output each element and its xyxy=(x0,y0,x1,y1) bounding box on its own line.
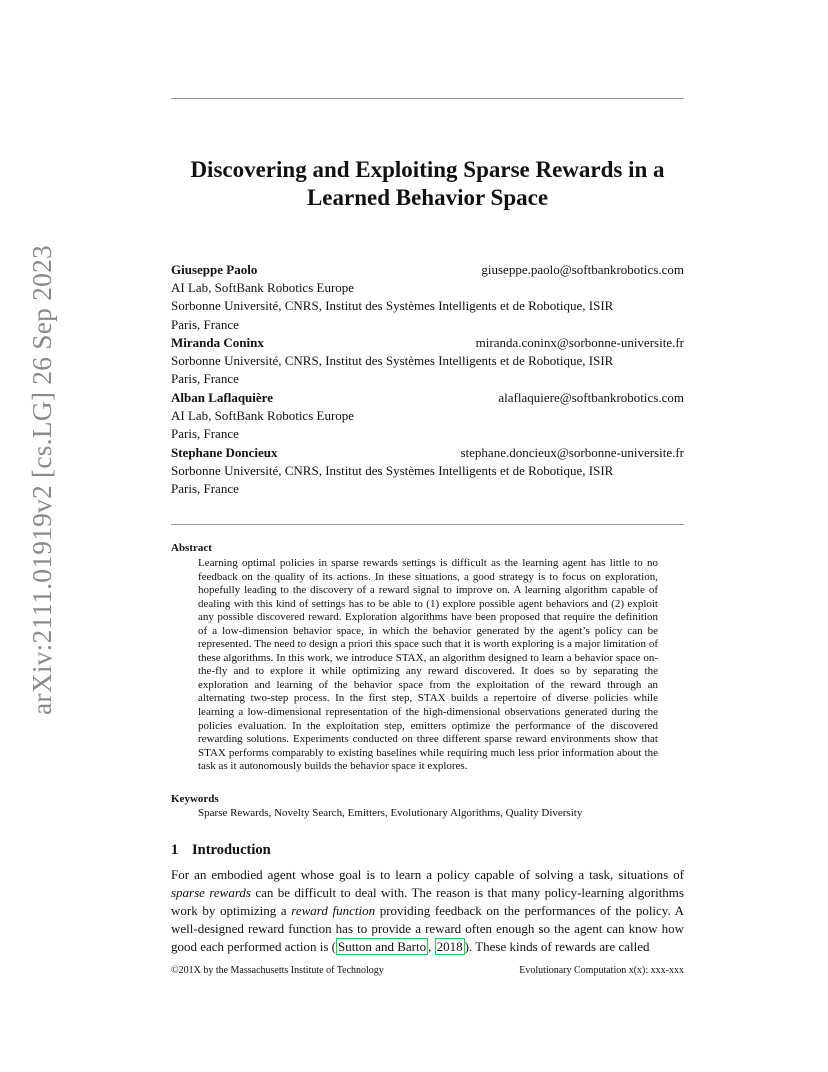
author-affiliation: AI Lab, SoftBank Robotics Europe xyxy=(171,280,355,296)
author-name: Giuseppe Paolo xyxy=(171,262,258,277)
title-line-1: Discovering and Exploiting Sparse Rewards in a xyxy=(190,157,665,182)
author-affiliation: Paris, France xyxy=(171,426,239,442)
author-block xyxy=(171,261,684,334)
author-name: Stephane Doncieux xyxy=(171,445,278,460)
intro-text: ). These kinds of rewards are called xyxy=(464,939,650,955)
footer-journal: Evolutionary Computation x(x): xxx-xxx xyxy=(519,965,684,976)
citation-link-year[interactable]: 2018 xyxy=(436,939,463,955)
author-name: Alban Laflaquière xyxy=(171,390,273,405)
author-affiliation: Sorbonne Université, CNRS, Institut des Systèmes Intelligents et de Robotique, ISIR xyxy=(171,353,614,369)
author-affiliation: Paris, France xyxy=(171,371,239,387)
introduction-paragraph xyxy=(171,866,684,956)
top-rule xyxy=(171,98,684,99)
author-affiliation: Sorbonne Université, CNRS, Institut des Systèmes Intelligents et de Robotique, ISIR xyxy=(171,298,614,314)
paper-title xyxy=(160,156,695,212)
footer-copyright: ©201X by the Massachusetts Institute of Technology xyxy=(171,965,384,976)
section-heading xyxy=(171,842,271,859)
author-block xyxy=(171,334,684,389)
author-email: alaflaquiere@softbankrobotics.com xyxy=(498,390,684,405)
arxiv-side-identifier: arXiv:2111.01919v2 [cs.LG] 26 Sep 2023 xyxy=(26,245,57,715)
author-email: miranda.coninx@sorbonne-universite.fr xyxy=(475,335,684,350)
intro-emphasis: sparse rewards xyxy=(171,885,251,901)
intro-text: can be difficult to deal with. The reason is that many policy-learning algorithms work by optimizing a xyxy=(171,885,684,919)
author-block xyxy=(171,444,684,499)
keywords-heading: Keywords xyxy=(171,793,219,805)
author-email: giuseppe.paolo@softbankrobotics.com xyxy=(481,262,684,277)
title-line-2: Learned Behavior Space xyxy=(306,185,549,210)
author-affiliation: AI Lab, SoftBank Robotics Europe xyxy=(171,408,355,424)
intro-text: , xyxy=(428,939,435,955)
author-affiliation: Paris, France xyxy=(171,481,239,497)
section-number: 1 xyxy=(171,842,179,858)
abstract-rule xyxy=(171,524,684,525)
author-name: Miranda Coninx xyxy=(171,335,264,350)
author-affiliation: Sorbonne Université, CNRS, Institut des Systèmes Intelligents et de Robotique, ISIR xyxy=(171,463,614,479)
intro-emphasis: reward function xyxy=(291,903,376,919)
section-title: Introduction xyxy=(192,842,271,858)
abstract-heading: Abstract xyxy=(171,542,212,554)
citation-link-authors[interactable]: Sutton and Barto xyxy=(337,939,427,955)
abstract-text: Learning optimal policies in sparse rewards settings is difficult as the learning agent has little to no feedback on the quality of its actions. In these situations, a good strategy is to focus on exploration, hopefully leading to the discovery of a reward signal to improve on. A learning algorithm capable of dealing with this kind of settings has to be able to (1) explore possible agent behaviors and (2) exploit any possible discovered reward. Exploration algorithms have been proposed that require the definition of a low-dimension behavior space, in which the behavior generated by the agent’s policy can be represented. The need to design a priori this space such that it is worth exploring is a major limitation of these algorithms. In this work, we introduce STAX, an algorithm designed to learn a behavior space on-the-fly and to explore it while optimizing any reward discovered. It does so by separating the exploration and learning of the behavior space from the exploitation of the reward through an alternating two-step process. In the first step, STAX builds a repertoire of diverse policies while learning a low-dimensional representation of the high-dimensional observations generated during the policies evaluation. In the exploitation step, emitters optimize the performance of the discovered rewarding solutions. Experiments conducted on three different sparse reward environments show that STAX performs comparably to existing baselines while requiring much less prior information about the task as it autonomously builds the behavior space it explores. xyxy=(198,557,658,773)
intro-text: providing feedback on the performances of the policy. A well-designed reward function has to provide a reward often enough so the agent can know how good each performed action is ( xyxy=(171,903,684,955)
author-block xyxy=(171,389,684,444)
author-affiliation: Paris, France xyxy=(171,316,239,332)
keywords-text: Sparse Rewards, Novelty Search, Emitters, Evolutionary Algorithms, Quality Diversity xyxy=(198,807,583,819)
intro-text: For an embodied agent whose goal is to learn a policy capable of solving a task, situations of xyxy=(171,867,684,882)
author-email: stephane.doncieux@sorbonne-universite.fr xyxy=(460,445,684,460)
